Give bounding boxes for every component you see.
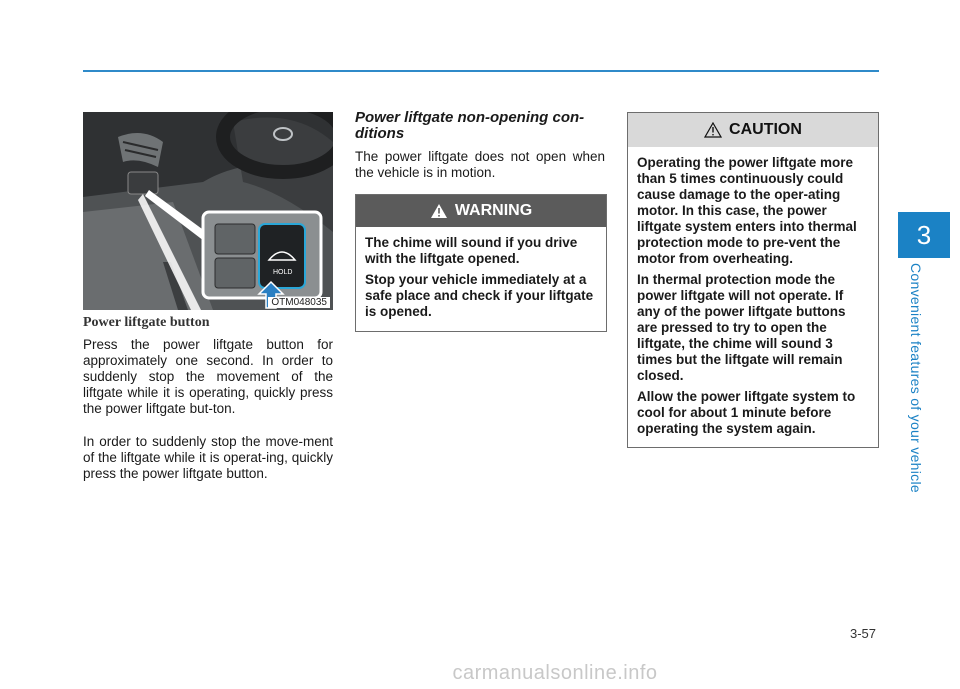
caution-title: CAUTION [729, 121, 802, 138]
warning-title: WARNING [454, 202, 533, 219]
caution-text-2: In thermal protection mode the power liftgate will not operate. If any of the power liftgate buttons are pressed to try to open the liftgate, the chime will sound 3 times but the liftgate will remain closed. [637, 272, 846, 383]
hold-label: HOLD [273, 269, 293, 276]
figure-caption: Power liftgate button [83, 315, 210, 330]
warning-box [355, 194, 607, 332]
section-paragraph: The power liftgate does not open when the vehicle is in motion. [355, 149, 605, 180]
warning-text-1: The chime will sound if you drive with the liftgate opened. [365, 235, 578, 266]
page-number: 3-57 [849, 626, 876, 641]
warning-triangle-icon [430, 203, 448, 219]
caution-text-1: Operating the power liftgate more than 5 times continuously could cause damage to the oper-ating motor. In this case, the power liftgate system enters into thermal protection mode to pre-vent the motor from overheating. [637, 155, 857, 266]
warning-header [356, 195, 606, 227]
paragraph-2: In order to suddenly stop the move-ment of the liftgate while it is operat-ing, quickly press the power liftgate button. [83, 434, 333, 481]
middle-column [355, 110, 605, 198]
paragraph-1: Press the power liftgate button for approximately one second. In order to suddenly stop the movement of the liftgate while it is operating, quickly press the power liftgate but-ton. [83, 337, 333, 416]
watermark: carmanualsonline.info [452, 662, 658, 684]
chapter-title: Convenient features of your vehicle [908, 263, 924, 493]
left-column [83, 315, 333, 499]
caution-header [628, 113, 878, 147]
warning-text-2: Stop your vehicle immediately at a safe place and check if your liftgate is opened. [365, 272, 594, 319]
dashboard-figure [83, 112, 333, 310]
section-heading: Power liftgate non-opening con-ditions [355, 109, 585, 142]
warning-body [356, 227, 606, 320]
caution-text-3: Allow the power liftgate system to cool for about 1 minute before operating the system again. [637, 389, 856, 436]
caution-triangle-icon [704, 122, 722, 138]
chapter-number-tab: 3 [898, 212, 950, 258]
caution-body [628, 147, 878, 437]
caution-box [627, 112, 879, 448]
dashboard-illustration [83, 112, 333, 310]
figure-code: OTM048035 [268, 297, 330, 308]
header-rule [83, 70, 879, 72]
